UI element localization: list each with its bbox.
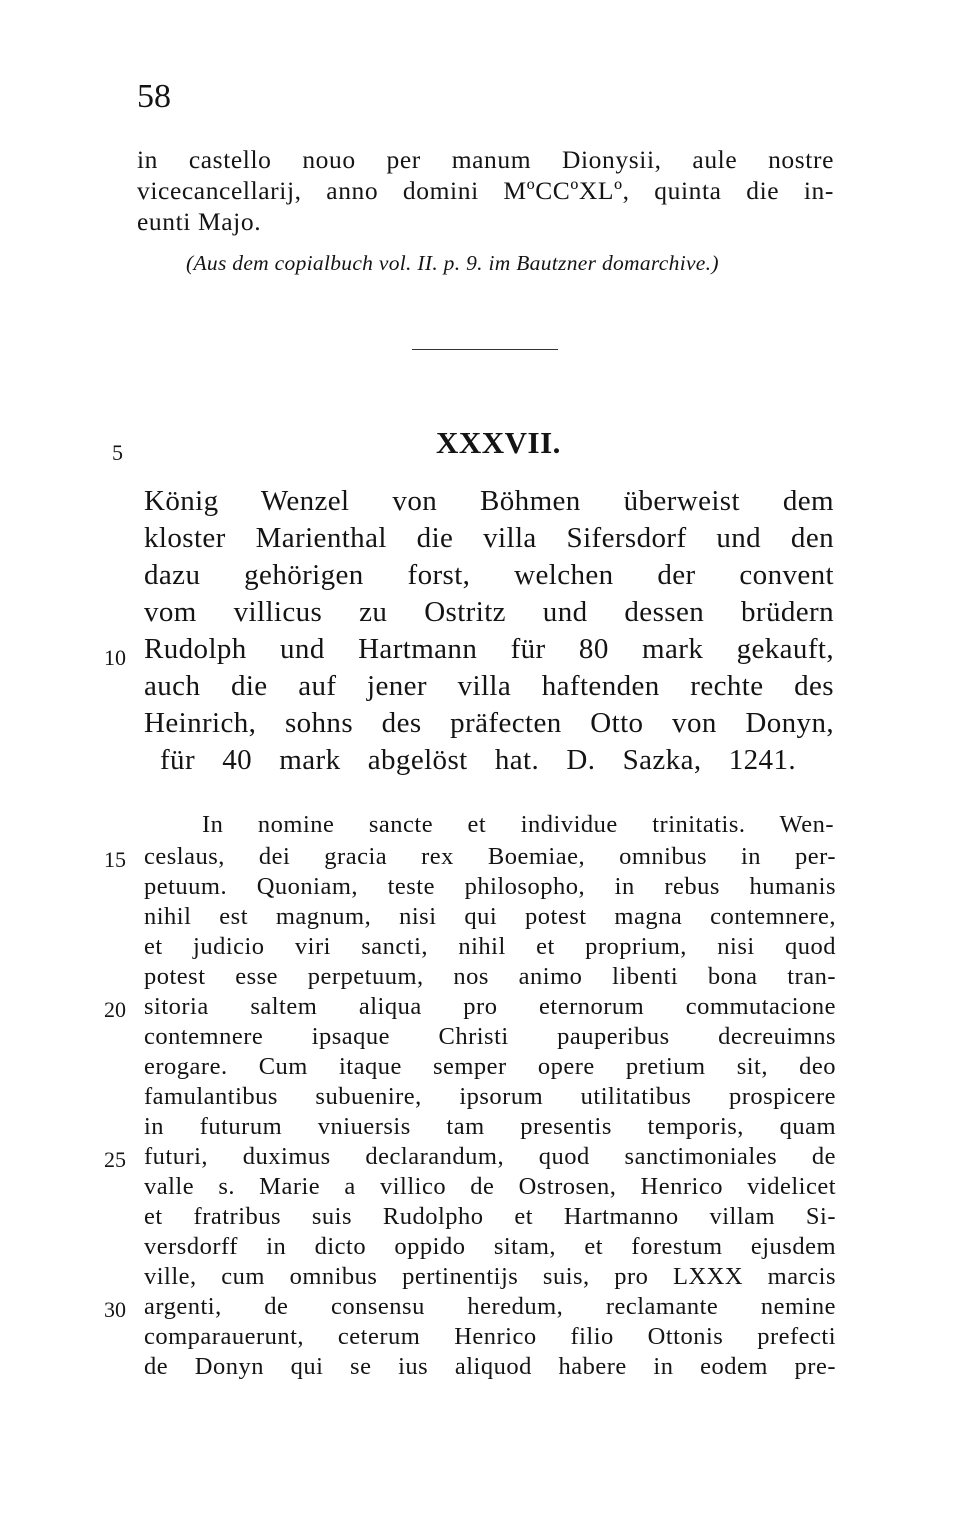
- regest-line: kloster Marienthal die villa Sifersdorf und den: [144, 522, 834, 554]
- body-line: In nomine sancte et individue trinitatis. Wen-: [202, 811, 834, 838]
- body-line: valle s. Marie a villico de Ostrosen, Henrico videlicet: [144, 1173, 836, 1200]
- regest-line: dazu gehörigen forst, welchen der convent: [144, 559, 834, 591]
- body-line: potest esse perpetuum, nos animo libenti bona tran-: [144, 963, 836, 990]
- line-number: 20: [104, 997, 126, 1022]
- line-number: 30: [104, 1297, 126, 1322]
- line-number: 5: [112, 440, 123, 465]
- body-line: nihil est magnum, nisi qui potest magna contemnere,: [144, 903, 836, 930]
- regest-line: Heinrich, sohns des präfecten Otto von Donyn,: [144, 707, 834, 739]
- body-line: erogare. Cum itaque semper opere pretium sit, deo: [144, 1053, 836, 1080]
- body-line: contemnere ipsaque Christi pauperibus decreuimns: [144, 1023, 836, 1050]
- regest-line: vom villicus zu Ostritz und dessen brüdern: [144, 596, 834, 628]
- page-number: 58: [137, 78, 171, 115]
- regest-line: Rudolph und Hartmann für 80 mark gekauft,: [144, 633, 834, 665]
- section-divider: [412, 349, 558, 350]
- body-line: comparauerunt, ceterum Henrico filio Ottonis prefecti: [144, 1323, 836, 1350]
- regest-line: König Wenzel von Böhmen überweist dem: [144, 485, 834, 517]
- regest-line: für 40 mark abgelöst hat. D. Sazka, 1241.: [160, 744, 796, 776]
- body-line: petuum. Quoniam, teste philosopho, in rebus humanis: [144, 873, 836, 900]
- regest-line: auch die auf jener villa haftenden rechte des: [144, 670, 834, 702]
- body-line: et judicio viri sancti, nihil et proprium, nisi quod: [144, 933, 836, 960]
- lead-line: in castello nouo per manum Dionysii, aule nostre: [137, 145, 834, 174]
- body-line: ceslaus, dei gracia rex Boemiae, omnibus in per-: [144, 843, 836, 870]
- body-line: de Donyn qui se ius aliquod habere in eodem pre-: [144, 1353, 836, 1380]
- body-line: argenti, de consensu heredum, reclamante nemine: [144, 1293, 836, 1320]
- body-line: futuri, duximus declarandum, quod sanctimoniales de: [144, 1143, 836, 1170]
- body-line: famulantibus subuenire, ipsorum utilitatibus prospicere: [144, 1083, 836, 1110]
- body-line: et fratribus suis Rudolpho et Hartmanno villam Si-: [144, 1203, 836, 1230]
- lead-line: vicecancellarij, anno domini MºCCºXLº, quinta die in-: [137, 176, 834, 205]
- line-number: 15: [104, 847, 126, 872]
- document-number: XXXVII.: [436, 425, 561, 460]
- line-number: 25: [104, 1147, 126, 1172]
- body-line: sitoria saltem aliqua pro eternorum commutacione: [144, 993, 836, 1020]
- body-line: versdorff in dicto oppido sitam, et forestum ejusdem: [144, 1233, 836, 1260]
- body-line: ville, cum omnibus pertinentijs suis, pro LXXX marcis: [144, 1263, 836, 1290]
- lead-line: eunti Majo.: [137, 207, 262, 236]
- body-line: in futurum vniuersis tam presentis temporis, quam: [144, 1113, 836, 1140]
- source-note: (Aus dem copialbuch vol. II. p. 9. im Bautzner domarchive.): [186, 251, 719, 275]
- line-number: 10: [104, 645, 126, 670]
